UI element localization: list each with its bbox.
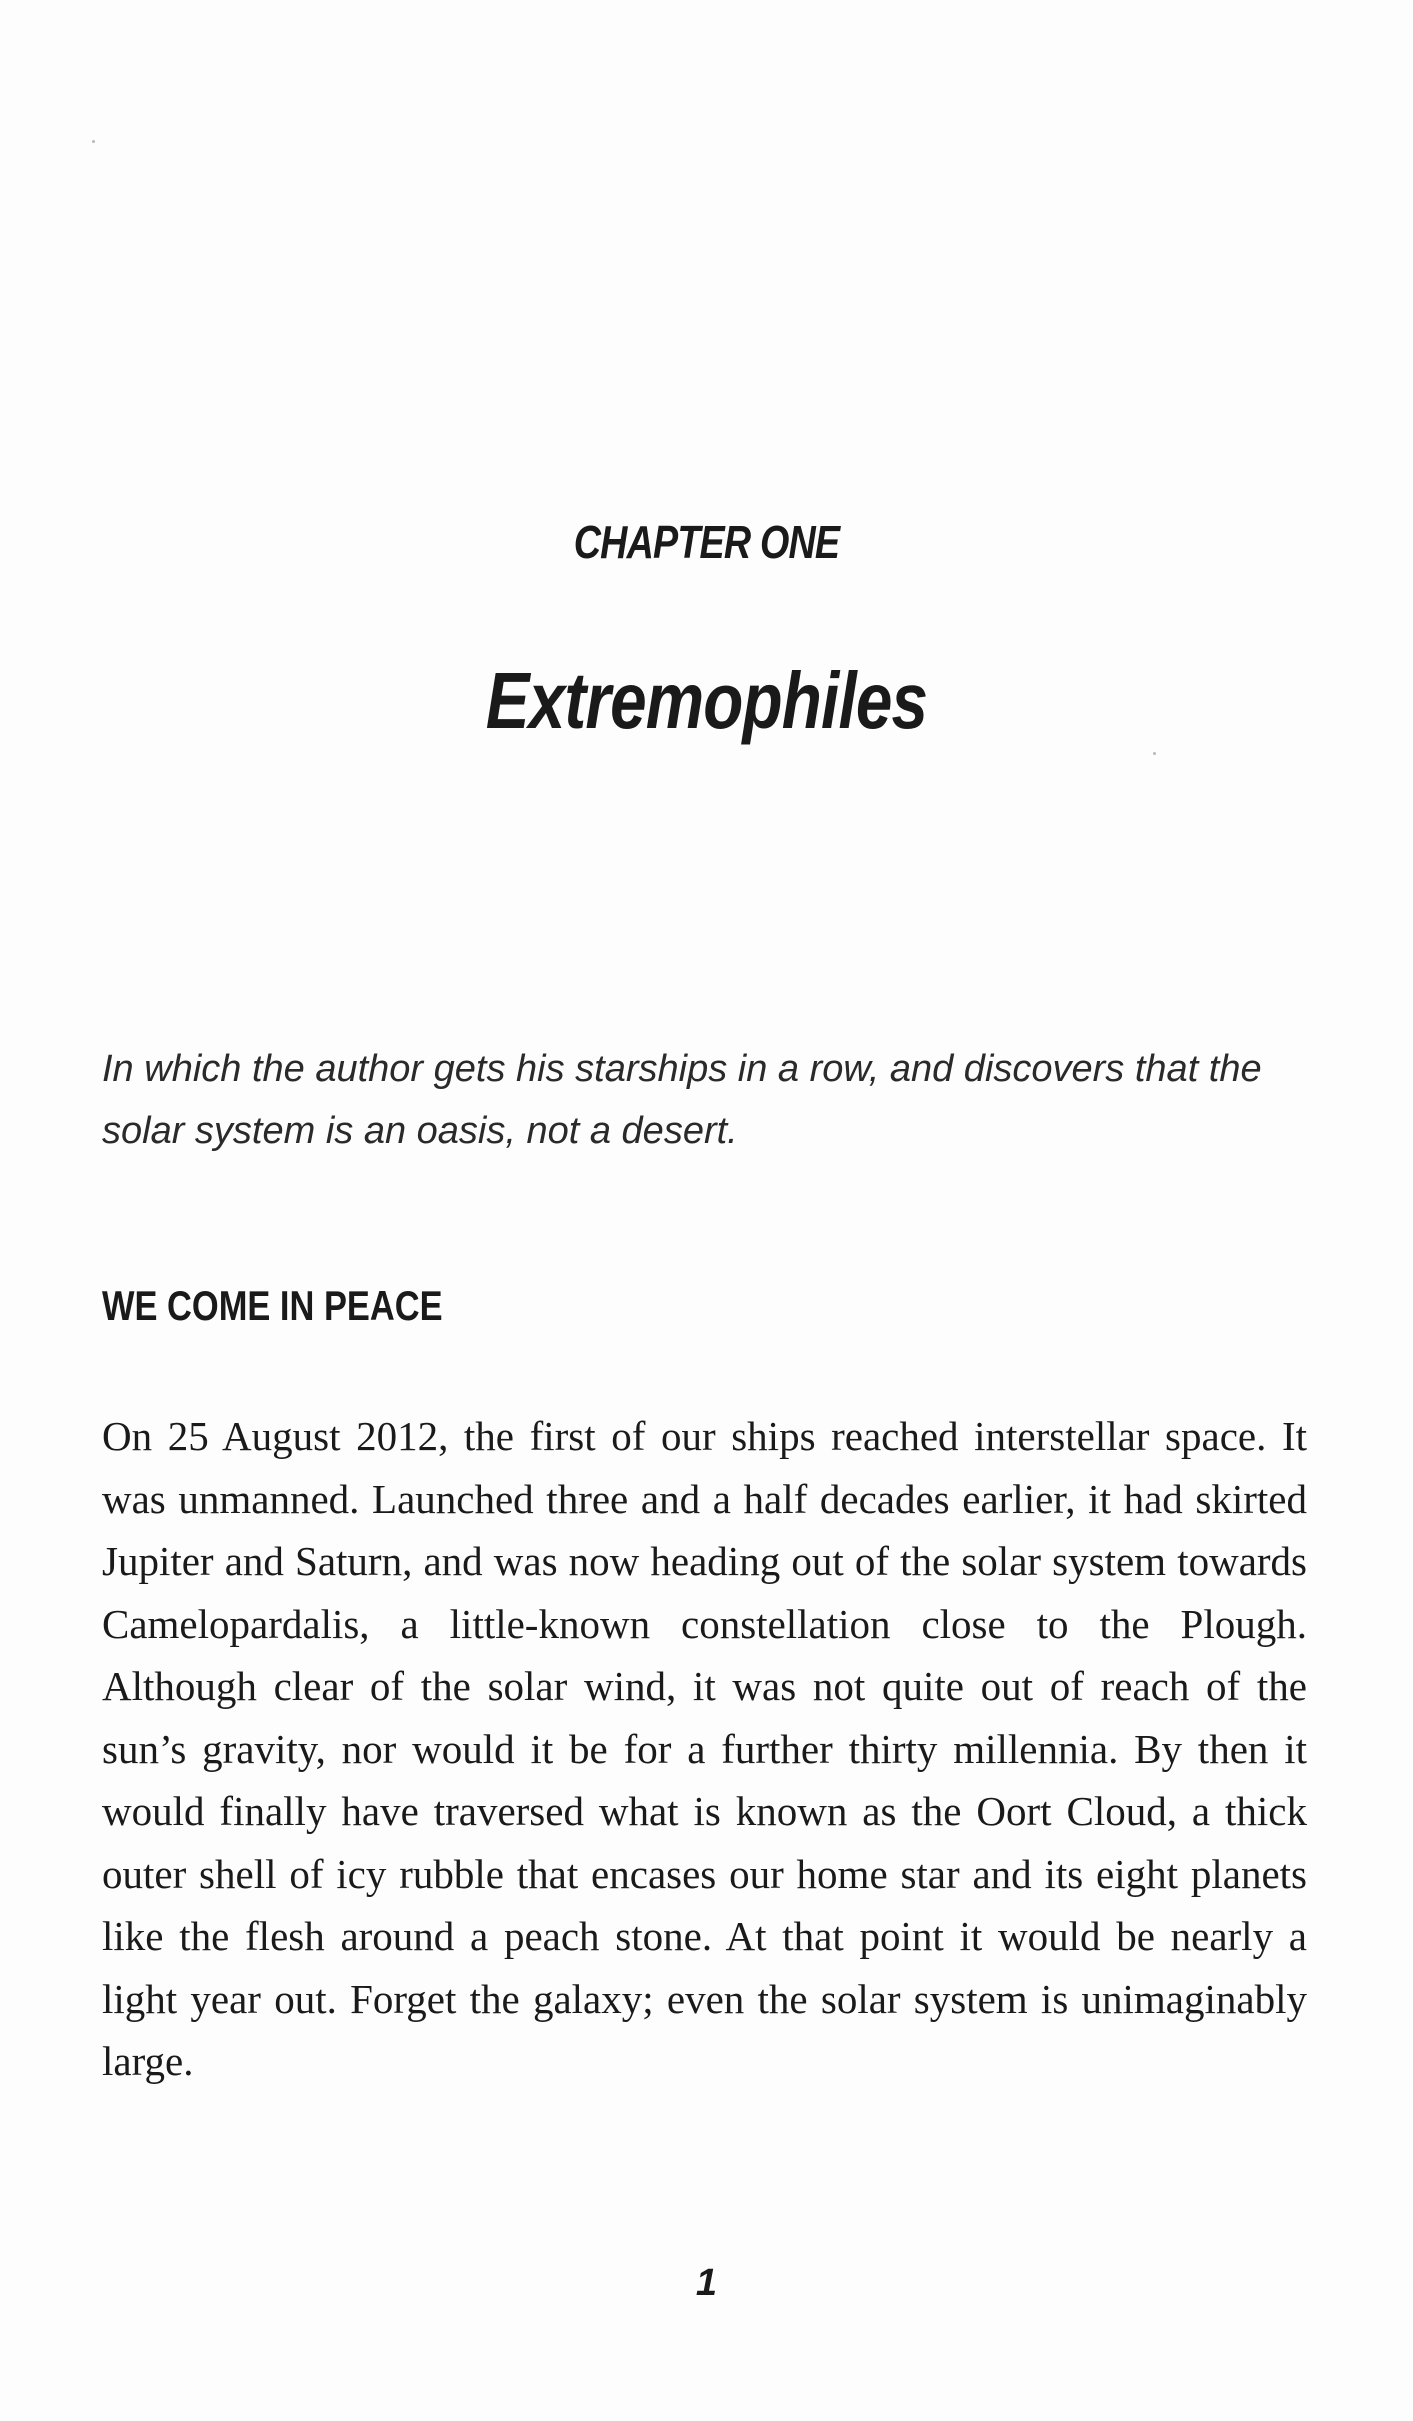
chapter-label: CHAPTER ONE — [573, 516, 840, 568]
body-paragraph: On 25 August 2012, the first of our ships reached interstellar space. It was unmanned. Launched three and a half decades earlier, it had skirted Jupiter and Saturn, and was now heading out of the solar system towards Camelopardalis, a little-known constellation close to the Plough. Although clear of the solar wind, it was not quite out of reach of the sun’s gravity, nor would it be for a further thirty millennia. By then it would finally have traversed what is known as the Oort Cloud, a thick outer shell of icy rubble that encases our home star and its eight planets like the flesh around a peach stone. At that point it would be nearly a light year out. Forget the galaxy; even the solar system is unimaginably large. — [102, 1413, 1307, 2084]
scan-speck — [1153, 752, 1156, 755]
chapter-epigraph: In which the author gets his starships in a row, and discovers that the solar system is an oasis, not a desert. — [102, 1048, 1262, 1152]
page-number: 1 — [695, 2262, 718, 2304]
chapter-title: Extremophiles — [485, 656, 928, 745]
section-heading: WE COME IN PEACE — [102, 1282, 443, 1329]
scan-speck — [92, 140, 95, 143]
